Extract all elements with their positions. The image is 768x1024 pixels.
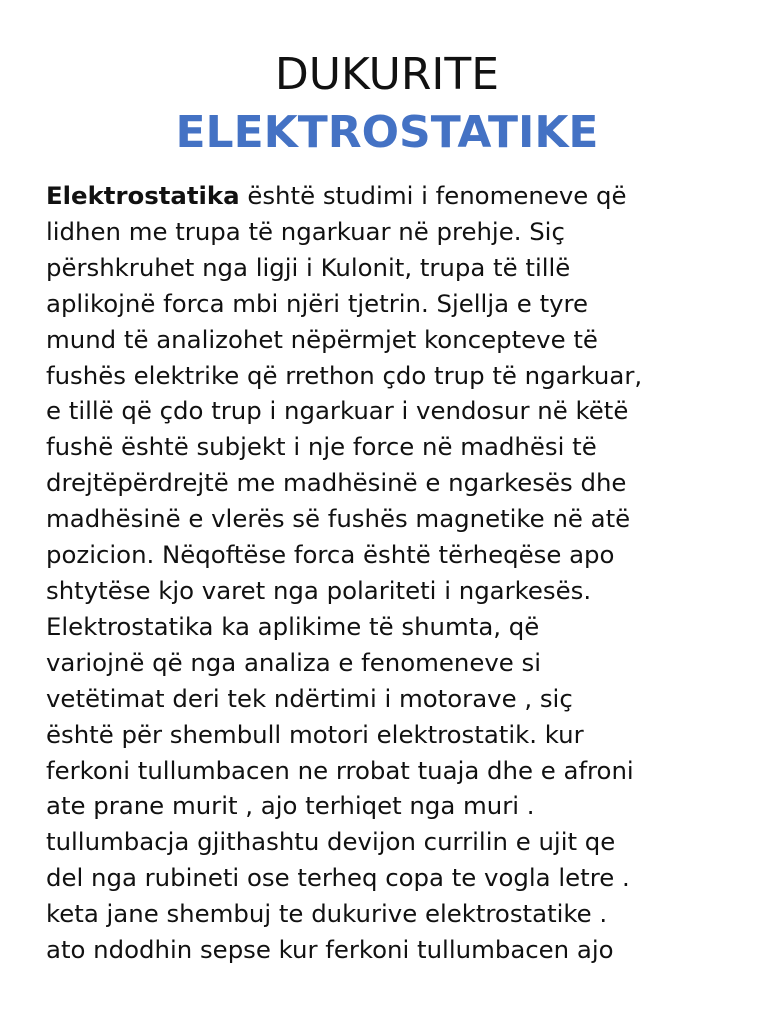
body-line: aplikojnë forca mbi njëri tjetrin. Sjellja e tyre: [46, 288, 589, 318]
title-line-2: ELEKTROSTATIKE: [175, 107, 599, 158]
body-line: pozicion. Nëqoftëse forca është tërheqëse apo: [46, 540, 615, 570]
body-line: mund të analizohet nëpërmjet koncepteve të: [46, 324, 598, 354]
body-line: drejtëpërdrejtë me madhësinë e ngarkesës dhe: [46, 468, 627, 498]
body-line: lidhen me trupa të ngarkuar në prehje. Siç: [46, 216, 565, 246]
body-line: variojnë që nga analiza e fenomeneve si: [46, 647, 542, 677]
lead-term: Elektrostatika: [46, 181, 240, 210]
body-paragraph: [46, 178, 728, 968]
body-line: vetëtimat deri tek ndërtimi i motorave , siç: [46, 683, 573, 713]
body-line: është për shembull motori elektrostatik. kur: [46, 719, 584, 749]
title-line-1: DUKURITE: [274, 49, 500, 100]
body-line: ferkoni tullumbacen ne rrobat tuaja dhe e afroni: [46, 755, 634, 785]
body-line: fushës elektrike që rrethon çdo trup të ngarkuar,: [46, 360, 643, 390]
body-line: madhësinë e vlerës së fushës magnetike në atë: [46, 504, 631, 534]
body-line: e tillë që çdo trup i ngarkuar i vendosur në këtë: [46, 396, 629, 426]
body-line: del nga rubineti ose terheq copa te vogla letre .: [46, 863, 630, 893]
body-line: tullumbacja gjithashtu devijon currilin e ujit qe: [46, 827, 616, 857]
body-line-1: [46, 178, 728, 214]
body-line: ato ndodhin sepse kur ferkoni tullumbacen ajo: [46, 935, 614, 965]
first-line-rest: është studimi i fenomeneve që: [239, 181, 627, 210]
body-line: përshkruhet nga ligji i Kulonit, trupa të tillë: [46, 252, 571, 282]
body-line: Elektrostatika ka aplikime të shumta, që: [46, 611, 540, 641]
body-line: ate prane murit , ajo terhiqet nga muri .: [46, 791, 535, 821]
body-line: fushë është subjekt i nje force në madhësi të: [46, 432, 597, 462]
body-line: keta jane shembuj te dukurive elektrostatike .: [46, 899, 608, 929]
body-line: shtytëse kjo varet nga polariteti i ngarkesës.: [46, 575, 592, 605]
